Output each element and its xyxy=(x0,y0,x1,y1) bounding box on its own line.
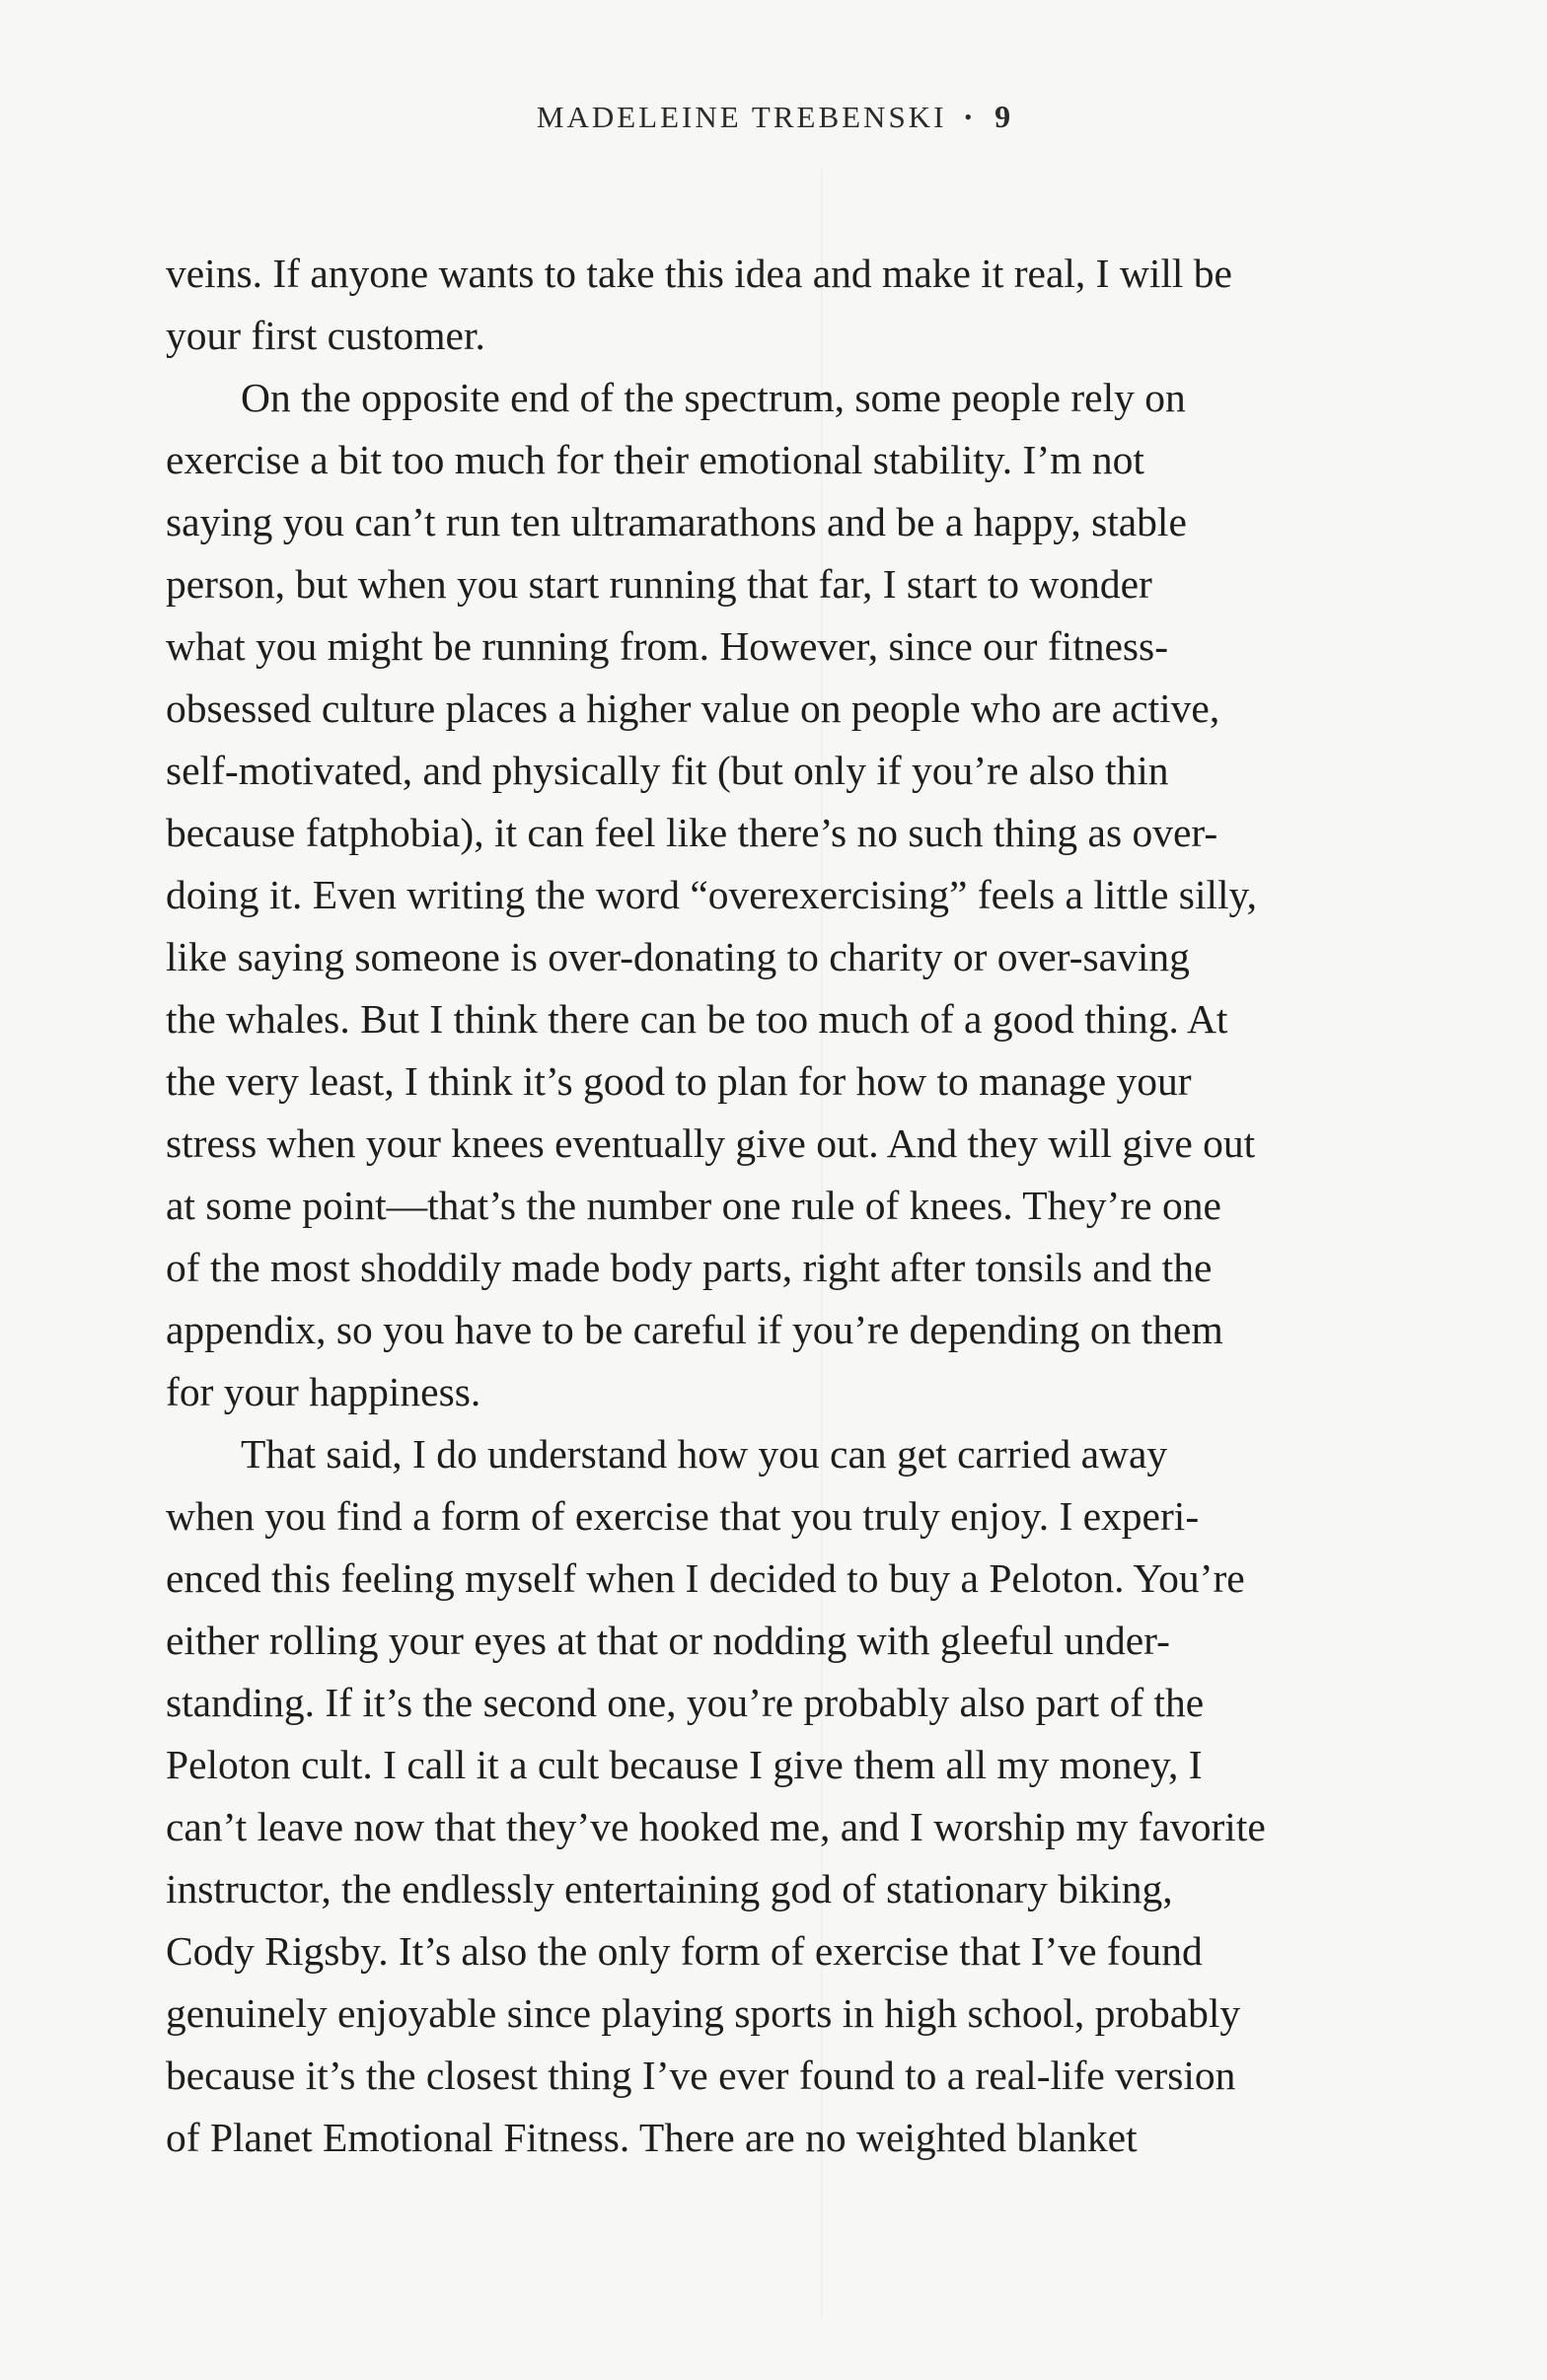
text-line: That said, I do understand how you can get carried away xyxy=(241,1431,1168,1477)
text-line: stress when your knees eventually give out. And they will give out xyxy=(166,1120,1256,1166)
text-line: exercise a bit too much for their emotional stability. I’m not xyxy=(166,437,1144,482)
text-line: doing it. Even writing the word “overexercising” feels a little silly, xyxy=(166,872,1257,917)
text-line: either rolling your eyes at that or nodding with gleeful under- xyxy=(166,1618,1170,1663)
text-line: because fatphobia), it can feel like there’s no such thing as over- xyxy=(166,810,1218,855)
text-line: when you find a form of exercise that you truly enjoy. I experi- xyxy=(166,1493,1200,1539)
text-line: veins. If anyone wants to take this idea and make it real, I will be xyxy=(166,251,1232,296)
text-line: at some point—that’s the number one rule of knees. They’re one xyxy=(166,1183,1221,1228)
text-line: the very least, I think it’s good to plan for how to manage your xyxy=(166,1058,1192,1104)
text-line: standing. If it’s the second one, you’re probably also part of the xyxy=(166,1680,1205,1725)
text-line: Peloton cult. I call it a cult because I give them all my money, I xyxy=(166,1742,1203,1787)
text-line: Cody Rigsby. It’s also the only form of exercise that I’ve found xyxy=(166,1928,1203,1974)
text-line: genuinely enjoyable since playing sports in high school, probably xyxy=(166,1990,1241,2036)
text-line: appendix, so you have to be careful if you’re depending on them xyxy=(166,1307,1223,1352)
header-separator: • xyxy=(964,105,976,129)
text-line: can’t leave now that they’ve hooked me, and I worship my favorite xyxy=(166,1804,1266,1849)
running-header xyxy=(0,99,1547,135)
body-text xyxy=(166,243,1379,2169)
text-line: like saying someone is over-donating to charity or over-saving xyxy=(166,934,1190,979)
text-line: person, but when you start running that far, I start to wonder xyxy=(166,561,1152,607)
text-line: for your happiness. xyxy=(166,1369,481,1414)
text-line: the whales. But I think there can be too much of a good thing. At xyxy=(166,996,1228,1042)
text-line: your first customer. xyxy=(166,313,485,358)
text-line: of the most shoddily made body parts, right after tonsils and the xyxy=(166,1245,1213,1290)
text-line: obsessed culture places a higher value on people who are active, xyxy=(166,685,1220,731)
text-line: saying you can’t run ten ultramarathons and be a happy, stable xyxy=(166,499,1187,544)
text-line: because it’s the closest thing I’ve ever found to a real-life version xyxy=(166,2053,1236,2098)
text-line: what you might be running from. However, since our fitness- xyxy=(166,623,1169,669)
text-line: instructor, the endlessly entertaining god of stationary biking, xyxy=(166,1866,1173,1911)
text-line: of Planet Emotional Fitness. There are no weighted blanket xyxy=(166,2115,1138,2160)
text-line: On the opposite end of the spectrum, some people rely on xyxy=(241,375,1186,420)
text-line: enced this feeling myself when I decided to buy a Peloton. You’re xyxy=(166,1555,1245,1601)
page-number: 9 xyxy=(994,99,1011,134)
text-line: self-motivated, and physically fit (but only if you’re also thin xyxy=(166,748,1169,793)
header-author: MADELEINE TREBENSKI xyxy=(536,100,947,134)
